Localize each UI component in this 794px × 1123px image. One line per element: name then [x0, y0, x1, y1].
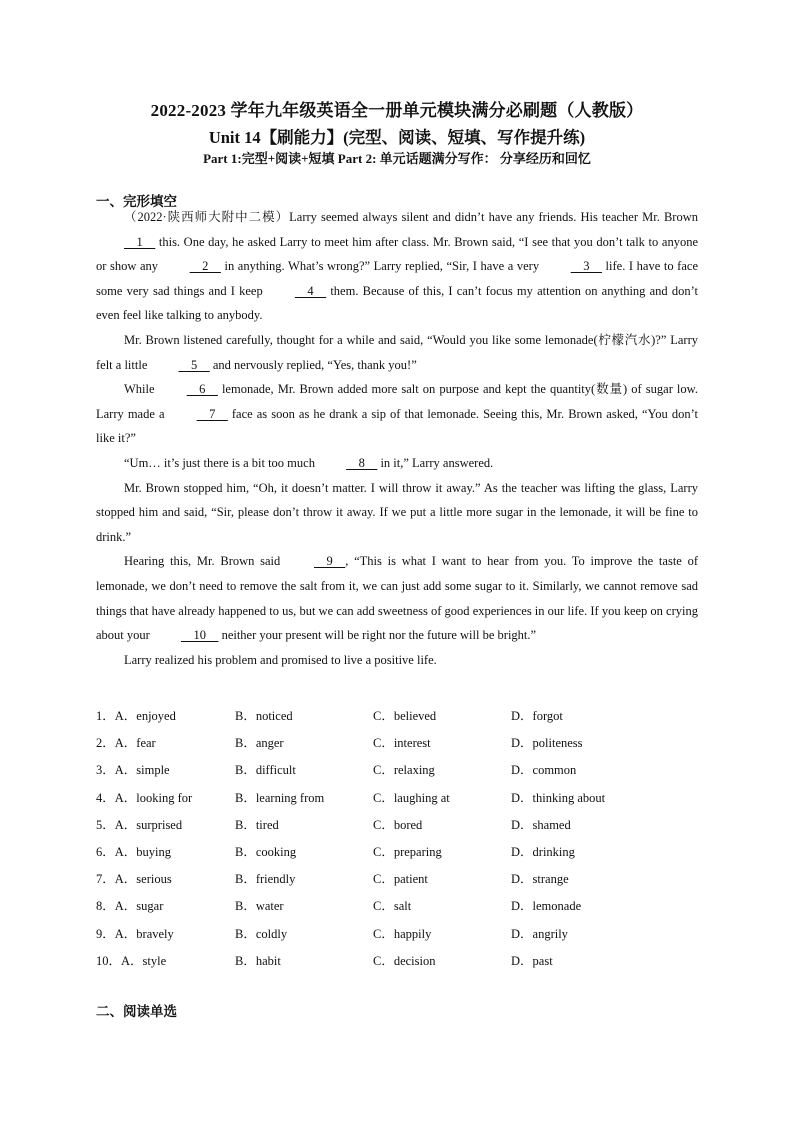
- passage-text: them. Because of this, I can’t focus my attention on anything and don’t even feel like talking to anybody.: [96, 283, 698, 323]
- option-c: C．interest: [373, 736, 431, 751]
- option-a: 9．A．bravely: [96, 926, 174, 941]
- passage-text: Mr. Brown stopped him, “Oh, it doesn’t matter. I will throw it away.” As the teacher was lifting the glass, Larry stopped him and said, “Sir, please don’t throw it away. If we put a little more sugar in the lemonade, it will be fine to drink.”: [96, 480, 698, 544]
- blank-number: 4: [294, 283, 327, 298]
- passage-text: life. I have to face some very sad things and I keep: [96, 259, 698, 298]
- option-b: B．learning from: [235, 790, 325, 805]
- option-d: D．forgot: [511, 709, 563, 723]
- passage-text: While: [124, 382, 159, 397]
- option-row: [96, 784, 716, 811]
- cloze-passage: [96, 205, 698, 672]
- section-heading-reading: 二、阅读单选: [96, 1004, 177, 1019]
- option-c: C．laughing at: [373, 790, 450, 805]
- option-c: C．decision: [373, 953, 436, 968]
- blank-number: 9: [314, 554, 346, 569]
- blank-number: 1: [124, 234, 156, 249]
- option-d: D．thinking about: [511, 790, 606, 805]
- option-a: 6．A．buying: [96, 844, 172, 859]
- option-b: B．friendly: [235, 872, 296, 887]
- passage-text: Hearing this, Mr. Brown said: [124, 554, 286, 569]
- option-c: C．patient: [373, 872, 428, 887]
- option-a: 1．A．enjoyed: [96, 709, 176, 723]
- option-b: B．tired: [235, 817, 279, 832]
- option-d: D．shamed: [511, 817, 571, 832]
- option-c: C．believed: [373, 709, 437, 723]
- option-b: B．anger: [235, 736, 284, 751]
- option-a: 5．A．surprised: [96, 817, 183, 832]
- option-c: C．preparing: [373, 844, 442, 859]
- blank-number: 6: [186, 382, 218, 397]
- option-b: B．difficult: [235, 763, 296, 778]
- option-d: D．strange: [511, 872, 569, 887]
- passage-paragraph: [96, 476, 698, 550]
- option-a: 3．A．simple: [96, 763, 170, 778]
- passage-text: Larry realized his problem and promised to live a positive life.: [124, 652, 437, 667]
- option-row: [96, 811, 716, 838]
- passage-text: face as soon as he drank a sip of that lemonade. Seeing this, Mr. Brown asked, “You don’t like it?”: [96, 406, 698, 446]
- option-row: [96, 947, 716, 974]
- option-b: B．coldly: [235, 926, 288, 941]
- option-d: D．common: [511, 763, 577, 778]
- option-a: 2．A．fear: [96, 736, 156, 751]
- option-row: [96, 838, 716, 865]
- passage-paragraph: [96, 328, 698, 377]
- passage-paragraph: [96, 451, 698, 476]
- passage-text: in anything. What’s wrong?” Larry replied, “Sir, I have a very: [220, 259, 543, 274]
- option-c: C．salt: [373, 899, 412, 914]
- passage-text: , “This is what I want to hear from you. To improve the taste of lemonade, we don’t need to remove the salt from it, we can just add some sugar to it. Similarly, we cannot remove sad things that have already happened to us, but we can add sweetness of good experiences in our life. If you keep on crying about your: [96, 554, 698, 643]
- option-row: [96, 756, 716, 783]
- option-a: 4．A．looking for: [96, 790, 193, 805]
- option-c: C．bored: [373, 817, 423, 832]
- option-row: [96, 729, 716, 756]
- passage-text: （2022·陕西师大附中二模）Larry seemed always silent and didn’t have any friends. His teacher Mr. Brown: [124, 210, 698, 224]
- option-c: C．happily: [373, 926, 432, 941]
- document-parts-line: Part 1:完型+阅读+短填 Part 2: 单元话题满分写作： 分享经历和回忆: [203, 151, 591, 166]
- answer-options: [96, 702, 716, 974]
- passage-text: in it,” Larry answered.: [377, 455, 494, 470]
- option-d: D．drinking: [511, 844, 575, 859]
- option-b: B．cooking: [235, 844, 297, 859]
- passage-text: Mr. Brown listened carefully, thought for a while and said, “Would you like some lemonade(柠檬汽水)?” Larry felt a little: [96, 332, 698, 372]
- document-subtitle: Unit 14【刷能力】(完型、阅读、短填、写作提升练): [208, 128, 586, 147]
- blank-number: 7: [196, 406, 228, 421]
- section-heading-cloze: 一、完形填空: [96, 194, 177, 209]
- option-a: 8．A．sugar: [96, 899, 164, 914]
- passage-text: lemonade, Mr. Brown added more salt on purpose and kept the quantity(数量) of sugar low. Larry made a: [96, 382, 698, 421]
- option-row: [96, 702, 716, 729]
- passage-paragraph: [96, 377, 698, 451]
- passage-paragraph: [96, 648, 698, 673]
- option-row: [96, 920, 716, 947]
- passage-paragraph: [96, 205, 698, 328]
- option-d: D．lemonade: [511, 899, 582, 914]
- passage-paragraph: [96, 549, 698, 647]
- option-d: D．past: [511, 953, 553, 968]
- option-c: C．relaxing: [373, 763, 435, 778]
- document-title: 2022-2023 学年九年级英语全一册单元模块满分必刷题（人教版）: [150, 101, 644, 120]
- passage-text: “Um… it’s just there is a bit too much: [124, 455, 319, 470]
- passage-text: neither your present will be right nor the future will be bright.”: [218, 628, 537, 643]
- blank-number: 8: [346, 455, 378, 470]
- option-row: [96, 892, 716, 919]
- blank-number: 10: [180, 628, 219, 643]
- option-b: B．habit: [235, 953, 281, 968]
- option-b: B．noticed: [235, 709, 293, 723]
- option-b: B．water: [235, 899, 284, 914]
- option-d: D．politeness: [511, 736, 583, 751]
- passage-text: and nervously replied, “Yes, thank you!”: [209, 357, 417, 372]
- option-row: [96, 865, 716, 892]
- option-a: 7．A．serious: [96, 872, 172, 887]
- blank-number: 3: [570, 259, 602, 274]
- blank-number: 2: [189, 259, 221, 274]
- option-a: 10．A．style: [96, 953, 167, 968]
- passage-text: this. One day, he asked Larry to meet him after class. Mr. Brown said, “I see that you don’t talk to anyone or show any: [96, 234, 698, 274]
- blank-number: 5: [178, 357, 210, 372]
- option-d: D．angrily: [511, 926, 568, 941]
